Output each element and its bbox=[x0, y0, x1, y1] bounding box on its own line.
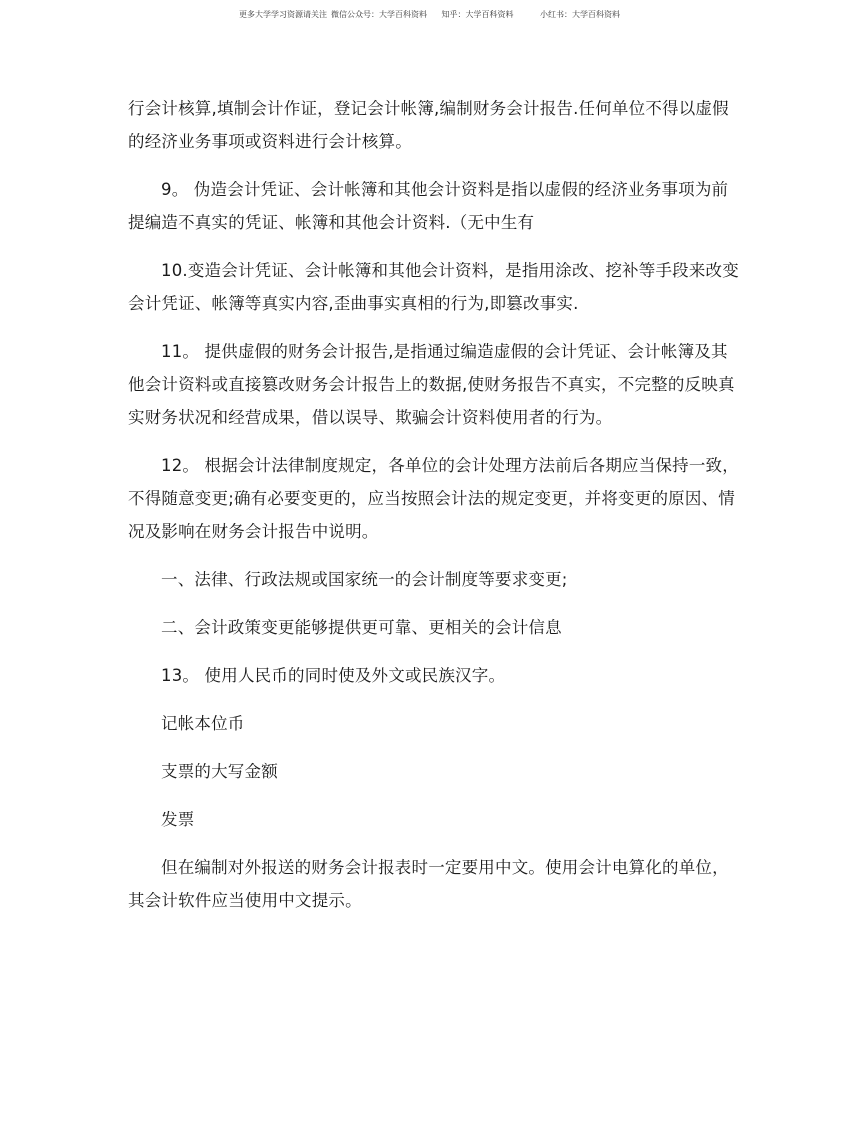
paragraph-condition-1: 一、法律、行政法规或国家统一的会计制度等要求变更; bbox=[161, 570, 568, 589]
paragraph-item-10: 10.变造会计凭证、会计帐簿和其他会计资料，是指用涂改、挖补等手段来改变会计凭证、帐簿等真实内容,歪曲事实真相的行为,即篡改事实. bbox=[128, 261, 739, 313]
paragraph-item-11: 11。 提供虚假的财务会计报告,是指通过编造虚假的会计凭证、会计帐簿及其他会计资料或直接篡改财务会计报告上的数据,使财务报告不真实，不完整的反映真实财务状况和经营成果，借以误导、欺骗会计资料使用者的行为。 bbox=[128, 342, 735, 427]
header-xiaohongshu: 小红书：大学百科资料 bbox=[540, 10, 621, 19]
paragraph-condition-2: 二、会计政策变更能够提供更可靠、更相关的会计信息 bbox=[161, 618, 562, 637]
paragraph-check-amount: 支票的大写金额 bbox=[161, 762, 278, 781]
paragraph-item-9: 9。 伪造会计凭证、会计帐簿和其他会计资料是指以虚假的经济业务事项为前提编造不真实的凭证、帐簿和其他会计资料.（无中生有 bbox=[128, 180, 729, 232]
paragraph-bookkeeping-currency: 记帐本位币 bbox=[161, 714, 245, 733]
paragraph-continuation: 行会计核算,填制会计作证，登记会计帐簿,编制财务会计报告.任何单位不得以虚假的经济业务事项或资料进行会计核算。 bbox=[128, 99, 729, 151]
document-body bbox=[128, 92, 740, 932]
paragraph-item-12: 12。 根据会计法律制度规定，各单位的会计处理方法前后各期应当保持一致，不得随意变更;确有必要变更的，应当按照会计法的规定变更，并将变更的原因、情况及影响在财务会计报告中说明。 bbox=[128, 456, 739, 541]
header-zhihu: 知乎：大学百科资料 bbox=[441, 10, 514, 19]
page-header bbox=[0, 9, 867, 20]
paragraph-closing: 但在编制对外报送的财务会计报表时一定要用中文。使用会计电算化的单位，其会计软件应当使用中文提示。 bbox=[128, 858, 729, 910]
paragraph-invoice: 发票 bbox=[161, 810, 195, 829]
header-wechat: 微信公众号：大学百科资料 bbox=[330, 10, 427, 19]
paragraph-item-13: 13。 使用人民币的同时使及外文或民族汉字。 bbox=[161, 666, 506, 685]
header-notice: 更多大学学习资源请关注 bbox=[238, 10, 327, 19]
